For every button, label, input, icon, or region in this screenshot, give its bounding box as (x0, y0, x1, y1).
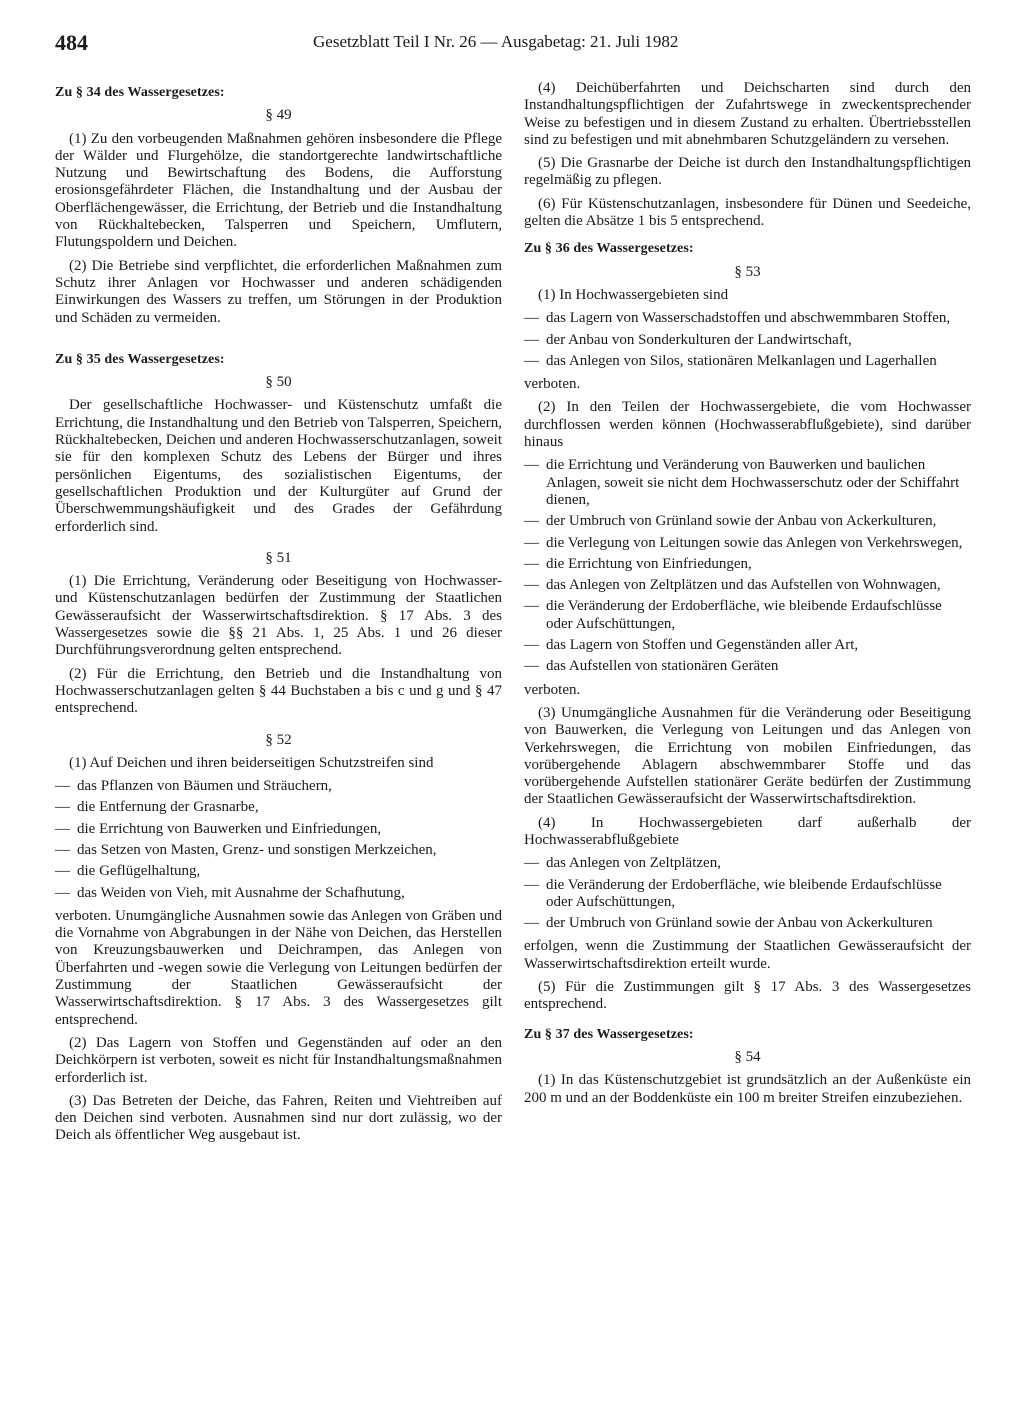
s50-paragraph-1: Der gesellschaftliche Hochwasser- und Küstenschutz umfaßt die Errichtung, die Instandhaltung und den Betrieb von Talsperren, Speichern, Rückhaltebecken, Deichen und anderen Hochwasserschutzanlagen, soweit sie für den komplexen Schutz des Lebens der Bürger und ihres persönlichen Eigentums, des sozialistischen Eigentums, der gesellschaftlichen Produktion und der Kulturgüter auf Grund der Überschwemmungshäufigkeit und des Grades der Gefährdung erforderlich sind. (55, 397, 502, 535)
list-item: — der Umbruch von Grünland sowie der Anbau von Ackerkulturen, (524, 513, 937, 530)
list-item: — die Errichtung von Bauwerken und Einfriedungen, (55, 820, 382, 837)
s51-paragraph-1: (1) Die Errichtung, Veränderung oder Beseitigung von Hochwasser- und Küstenschutzanlagen bedürfen der Zustimmung der Staatlichen Gewässeraufsicht der Wasserwirtschaftsdirektion. § 17 Abs. 3 des Wassergesetzes sowie die §§ 21 Abs. 1, 25 Abs. 1 und 26 dieser Durchführungsverordnung gelten entsprechend. (55, 573, 502, 659)
list-item: — die Veränderung der Erdoberfläche, wie bleibende Erdaufschlüsse oder Aufschüttungen, (524, 598, 942, 632)
right-column (524, 80, 971, 1113)
list-item: — der Umbruch von Grünland sowie der Anbau von Ackerkulturen (524, 915, 933, 932)
s53-paragraph-1: (1) In Hochwassergebieten sind (538, 286, 729, 303)
list-item: — die Errichtung und Veränderung von Bauwerken und baulichen Anlagen, soweit sie nicht dem Hochwasserschutz oder der Schiffahrt dienen, (524, 457, 960, 508)
left-column (55, 84, 502, 1151)
section-50-title: § 50 (265, 374, 292, 391)
list-item: — das Weiden von Vieh, mit Ausnahme der Schafhutung, (55, 884, 405, 901)
s53-paragraph-2: (2) In den Teilen der Hochwassergebiete, die vom Hochwasser durchflossen werden können (Hochwasserabflußgebiete), sind darüber hinaus (524, 399, 971, 451)
list-item: — die Errichtung von Einfriedungen, (524, 555, 752, 572)
section-49-title: § 49 (265, 107, 292, 124)
list-item: — der Anbau von Sonderkulturen der Landwirtschaft, (524, 331, 852, 348)
heading-zu-36: Zu § 36 des Wassergesetzes: (524, 241, 694, 257)
section-53-title: § 53 (734, 263, 761, 280)
s53-paragraph-4: (4) In Hochwassergebieten darf außerhalb der Hochwasserabflußgebiete (524, 814, 971, 848)
s49-paragraph-2: (2) Die Betriebe sind verpflichtet, die erforderlichen Maßnahmen zum Schutz ihrer Anlagen vor Hochwasser und anderen schädigenden Einwirkungen des Wassers zu treffen, um Störungen in der Produktion und Schäden zu vermeiden. (55, 257, 502, 326)
list-item: — die Veränderung der Erdoberfläche, wie bleibende Erdaufschlüsse oder Aufschüttungen, (524, 876, 942, 910)
s53-paragraph-4-continued: erfolgen, wenn die Zustimmung der Staatlichen Gewässeraufsicht der Wasserwirtschaftsdirektion erteilt wurde. (524, 938, 971, 972)
heading-zu-35: Zu § 35 des Wassergesetzes: (55, 351, 225, 367)
section-52-title: § 52 (265, 731, 292, 748)
list-item: — die Verlegung von Leitungen sowie das Anlegen von Verkehrswegen, (524, 534, 963, 551)
heading-zu-37: Zu § 37 des Wassergesetzes: (524, 1026, 694, 1042)
page-number: 484 (55, 30, 88, 55)
s52-paragraph-6: (6) Für Küstenschutzanlagen, insbesondere für Dünen und Seedeiche, gelten die Absätze 1 bis 5 entsprechend. (524, 195, 971, 230)
list-item: — das Anlegen von Silos, stationären Melkanlagen und Lagerhallen (524, 352, 937, 369)
s52-paragraph-2: (2) Das Lagern von Stoffen und Gegenständen auf oder an den Deichkörpern ist verboten, soweit es nicht für Instandhaltungsmaßnahmen erforderlich ist. (55, 1034, 502, 1086)
s54-paragraph-1: (1) In das Küstenschutzgebiet ist grundsätzlich an der Außenküste ein 200 m und an der Boddenküste ein 100 m breiter Streifen einzubeziehen. (524, 1072, 971, 1106)
s53-list-1 (524, 310, 971, 370)
s52-paragraph-1-continued: verboten. Unumgängliche Ausnahmen sowie das Anlegen von Gräben und die Vornahme von Abgrabungen in der Nähe von Deichen, das Herstellen von Kreuzungsbauwerken und Deichrampen, das Anlegen von Überfahrten und -wegen sowie die Verlegung von Leitungen bedürfen der Zustimmung der Staatlichen Gewässeraufsicht der Wasserwirtschaftsdirektion. § 17 Abs. 3 des Wassergesetzes gilt entsprechend. (55, 907, 502, 1028)
s49-paragraph-1: (1) Zu den vorbeugenden Maßnahmen gehören insbesondere die Pflege der Wälder und Flurgehölze, die standortgerechte landwirtschaftliche Nutzung und Bewirtschaftung des Bodens, die Aufforstung erosionsgefährdeter Flächen, die Instandhaltung und der Ausbau der Oberflächengewässer, die Errichtung, der Betrieb und die Instandhaltung von Rückhaltebecken, Talsperren und Speichern, Umflutern, Flutungspoldern und Deichen. (55, 130, 502, 251)
list-item: — das Lagern von Stoffen und Gegenständen aller Art, (524, 637, 859, 654)
s53-paragraph-2-continued: verboten. (524, 681, 581, 698)
s53-paragraph-3: (3) Unumgängliche Ausnahmen für die Veränderung oder Beseitigung von Bauwerken, die Verlegung von Leitungen und das Anlegen von Verkehrswegen, die Errichtung von mobilen Einfriedungen, das vorübergehende Ablagern abschwemmbarer Stoffe und das vorübergehende Aufstellen stationärer Geräte bedürfen der Zustimmung der Staatlichen Gewässeraufsicht der Wasserwirtschaftsdirektion. (524, 704, 971, 808)
list-item: — die Entfernung der Grasnarbe, (55, 799, 259, 816)
s53-paragraph-1-continued: verboten. (524, 376, 581, 393)
s52-paragraph-1: (1) Auf Deichen und ihren beiderseitigen Schutzstreifen sind (69, 754, 434, 771)
list-item: — das Aufstellen von stationären Geräten (524, 658, 779, 675)
list-item: — die Geflügelhaltung, (55, 863, 201, 880)
s52-paragraph-4: (4) Deichüberfahrten und Deichscharten sind durch den Instandhaltungspflichtigen der Zufahrtswege in zweckentsprechender Weise zu befestigen und in diesem Zustand zu erhalten. Übertriebsstellen sind zu befestigen und mit abnehmbaren Schutzgeländern zu versehen. (524, 80, 971, 148)
section-54-title: § 54 (734, 1048, 761, 1065)
heading-zu-34: Zu § 34 des Wassergesetzes: (55, 85, 225, 100)
list-item: — das Anlegen von Zeltplätzen, (524, 855, 721, 872)
s53-list-2 (524, 457, 971, 675)
list-item: — das Setzen von Masten, Grenz- und sonstigen Merkzeichen, (55, 841, 437, 858)
s52-paragraph-3: (3) Das Betreten der Deiche, das Fahren, Reiten und Viehtreiben auf den Deichen sind verboten. Ausnahmen sind nur dort zulässig, wo der Deich als öffentlicher Weg ausgebaut ist. (55, 1092, 502, 1144)
page-header (55, 30, 721, 60)
list-item: — das Pflanzen von Bäumen und Sträuchern, (55, 778, 332, 795)
s52-paragraph-5: (5) Die Grasnarbe der Deiche ist durch den Instandhaltungspflichtigen regelmäßig zu pflegen. (524, 155, 971, 189)
list-item: — das Lagern von Wasserschadstoffen und abschwemmbaren Stoffen, (524, 310, 951, 327)
s53-list-3 (524, 855, 971, 932)
s53-paragraph-5: (5) Für die Zustimmungen gilt § 17 Abs. 3 des Wassergesetzes entsprechend. (524, 979, 971, 1013)
s51-paragraph-2: (2) Für die Errichtung, den Betrieb und die Instandhaltung von Hochwasserschutzanlagen gelten § 44 Buchstaben a bis c und g und § 47 entsprechend. (55, 665, 502, 717)
s52-prohibition-list (55, 778, 502, 902)
running-head: Gesetzblatt Teil I Nr. 26 — Ausgabetag: 21. Juli 1982 (313, 32, 679, 51)
section-51-title: § 51 (265, 549, 292, 566)
list-item: — das Anlegen von Zeltplätzen und das Aufstellen von Wohnwagen, (524, 577, 941, 594)
